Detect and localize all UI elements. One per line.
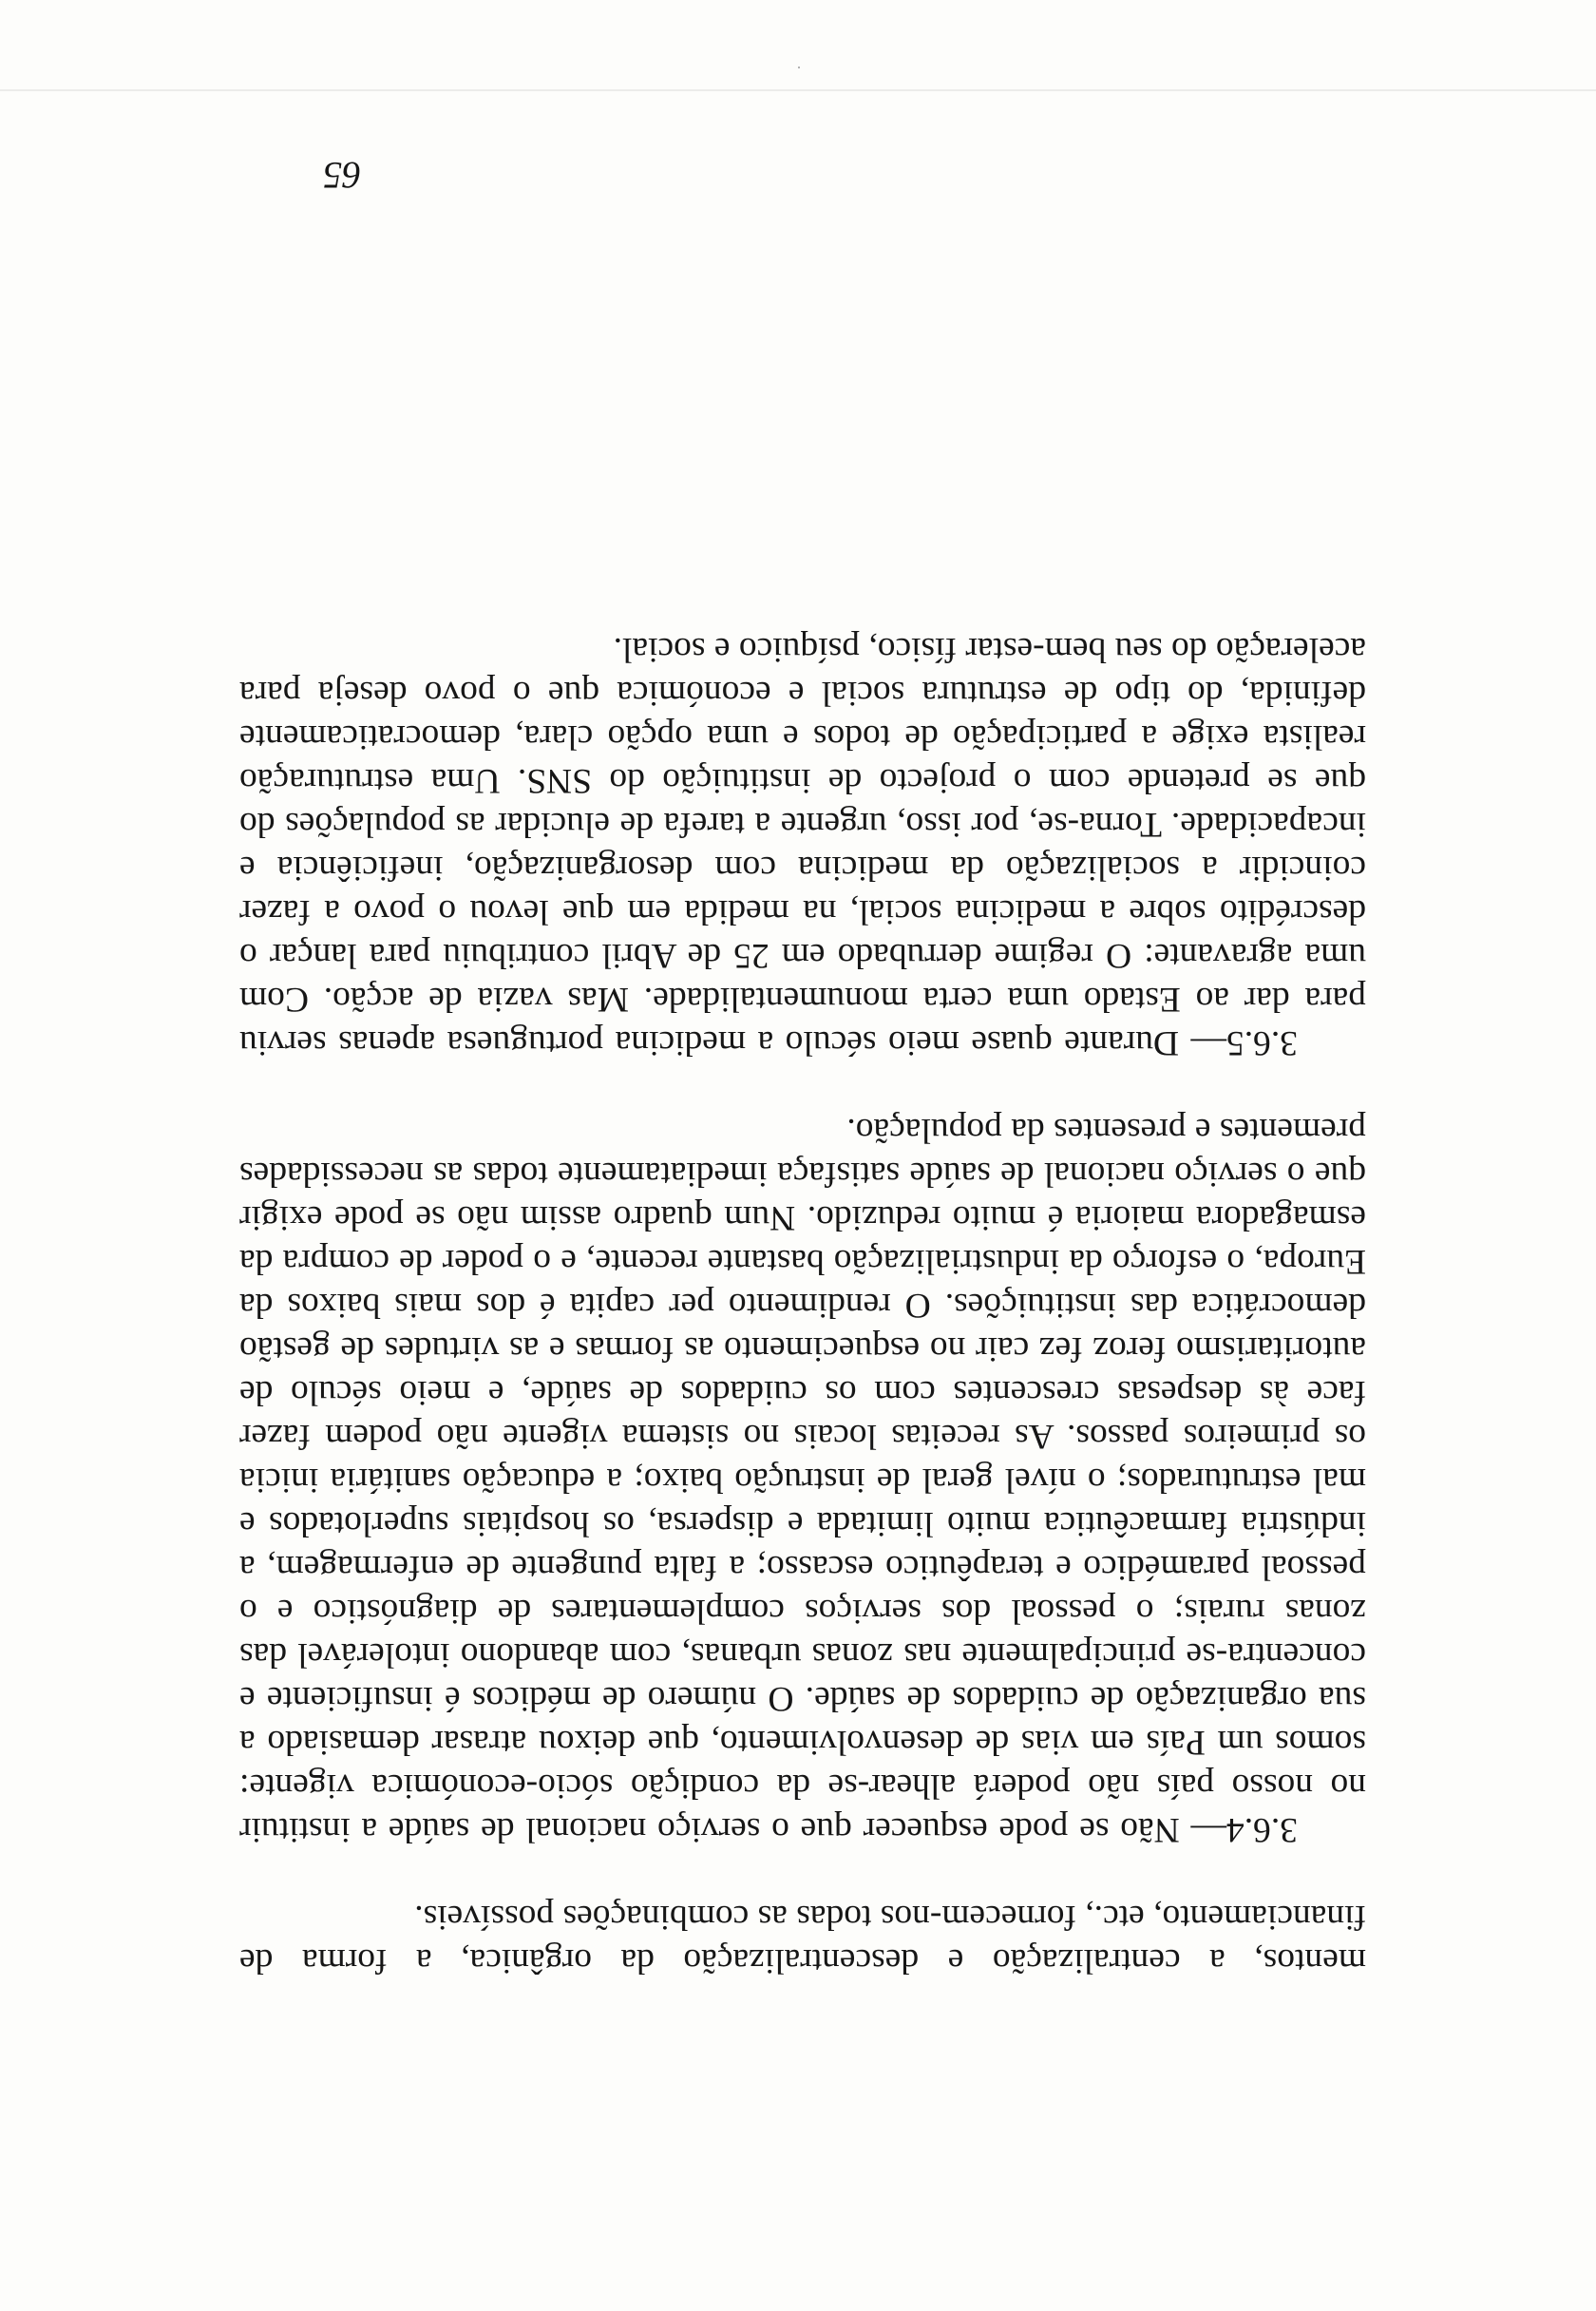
page-number: 65 — [323, 154, 361, 197]
paragraph-gap — [239, 1851, 1366, 1895]
paragraph-text: — Não se pode esquecer que o serviço nacional de saúde a instituir no nosso país não poderá alhear-se da condição sócio-económica vigente: somos um País em vias de desenvolvimento, que deixou atrasar demasiado a sua organização de cuidados de saúde. O número de médicos é insuficiente e concentra-se principalmente nas zonas urbanas, com abandono intolerável das zonas rurais; o pessoal dos serviços complementares de diagnóstico e o pessoal paramédico e terapêutico escasso; a falta pungente de enfermagem, a indústria farmacêutica muito limitada e dispersa, os hospitais superlotados e mal estruturados; o nível geral de instrução baixo; a educação sanitária inicia os primeiros passos. As receitas locais no sistema vigente não podem fazer face às despesas crescentes com os cuidados de saúde, e meio século de autoritarismo feroz fez cair no esquecimento as formas e as virtudes de gestão democrática das instituições. O rendimento per capita é dos mais baixos da Europa, o esforço da industrialização bastante recente, e o poder de compra da esmagadora maioria é muito reduzido. Num quadro assim não se pode exigir que o serviço nacional de saúde satisfaça imediatamente todas as necessidades prementes e presentes da população. — [239, 1111, 1366, 1849]
paragraph-3-6-4 — [239, 1108, 1366, 1851]
paragraph-text: — Durante quase meio século a medicina portuguesa apenas serviu para dar ao Estado uma certa monumentalidade. Mas vazia de acção. Com uma agravante: O regime derrubado em 25 de Abril contribuiu para lançar o descrédito sobre a medicina social, na medida em que levou o povo a fazer coincidir a socialização da medicina com desorganização, ineficiência e incapacidade. Torna-se, por isso, urgente a tarefa de elucidar as populações do que se pretende com o projecto de instituição do SNS. Uma estruturação realista exige a participação de todos e uma opção clara, democraticamente definida, do tipo de estrutura social e económica que o povo deseja para aceleração do seu bem-estar físico, psíquico e social. — [239, 630, 1366, 1062]
scan-speck — [798, 67, 800, 68]
section-number: 3.6.4 — [1226, 1810, 1298, 1849]
paragraph-gap — [239, 1064, 1366, 1108]
page-edge-shadow — [0, 89, 1596, 91]
section-number: 3.6.5 — [1226, 1023, 1298, 1062]
paragraph-continuation: mentos, a centralização e descentralização da orgânica, a forma de financiamento, etc., fornecem-nos todas as combinações possíveis. — [239, 1898, 1366, 1980]
text-column — [239, 627, 1366, 1982]
paragraph-3-6-5 — [239, 627, 1366, 1064]
